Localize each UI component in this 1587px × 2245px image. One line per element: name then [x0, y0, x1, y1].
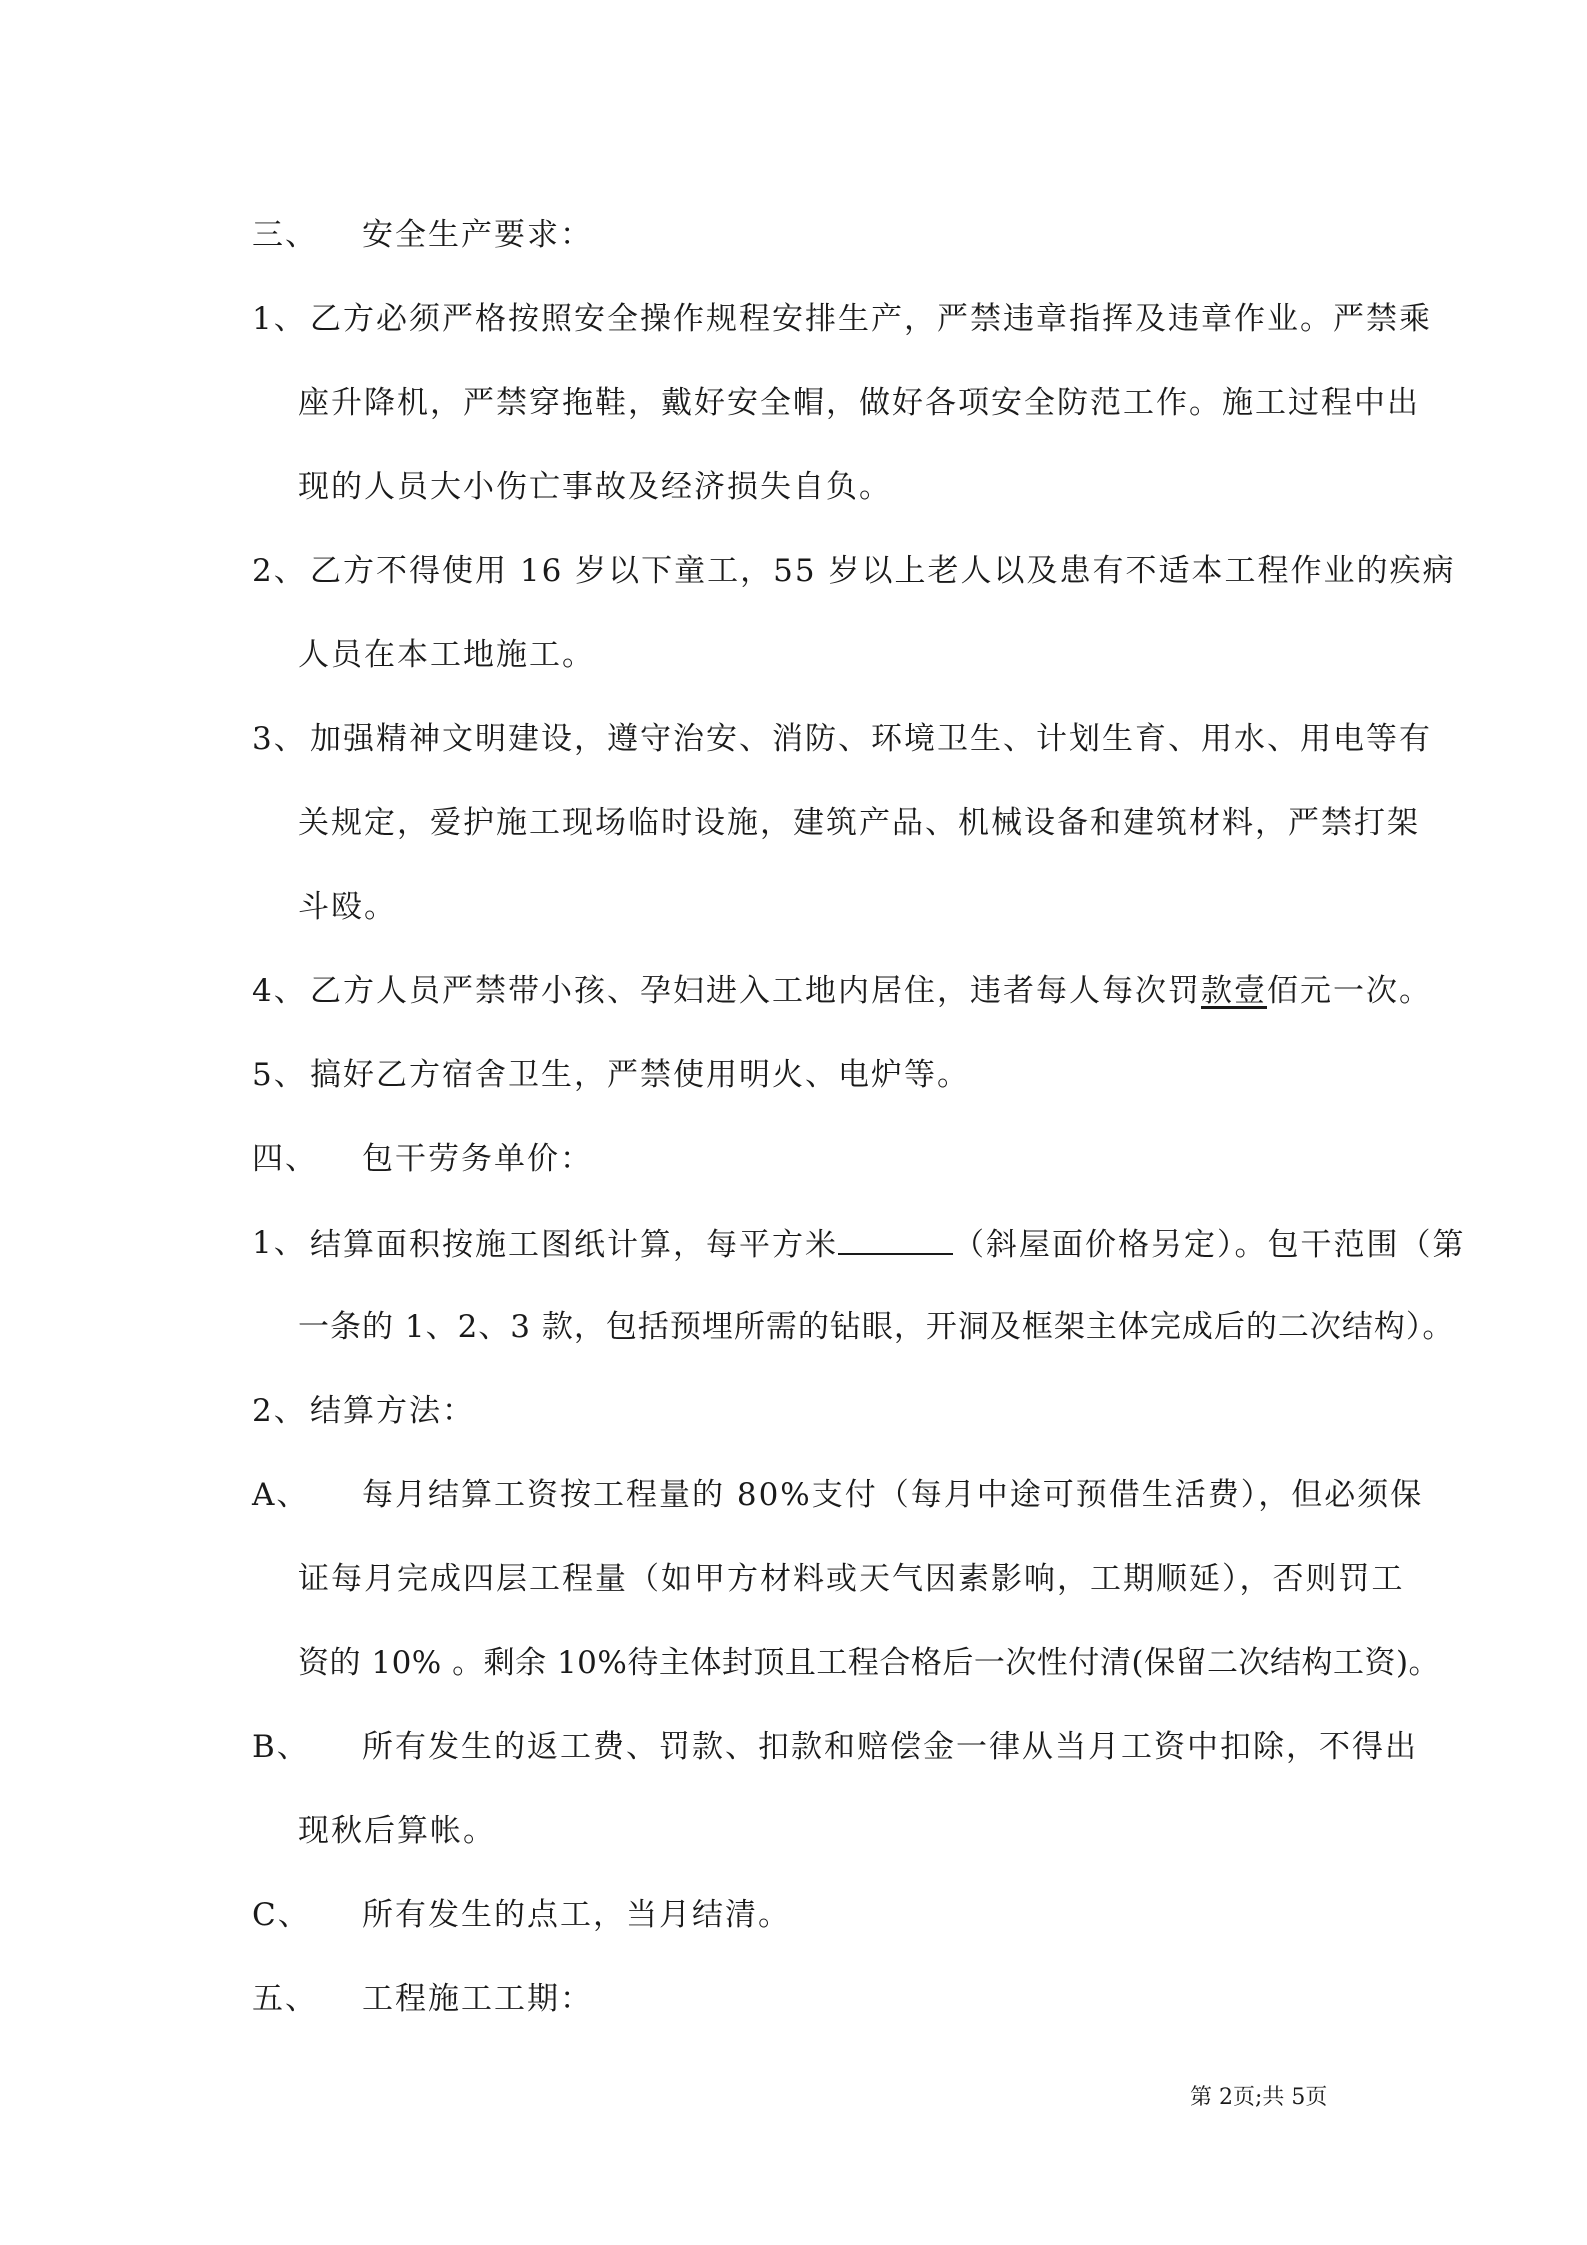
section-3-number: 三、 — [252, 217, 318, 253]
item-a-line-1: 每月结算工资按工程量的 80%支付（每月中途可预借生活费），但必须保 — [362, 1477, 1424, 1513]
item-b-line-2: 现秋后算帐。 — [298, 1813, 496, 1849]
item-c-number: C、 — [252, 1897, 311, 1933]
item-a-line-2: 证每月完成四层工程量（如甲方材料或天气因素影响，工期顺延），否则罚工 — [298, 1561, 1405, 1597]
item-3-1-line-2: 座升降机，严禁穿拖鞋，戴好安全帽，做好各项安全防范工作。施工过程中出 — [298, 385, 1420, 421]
section-5-number: 五、 — [252, 1981, 318, 2017]
item-3-4-text: 乙方人员严禁带小孩、孕妇进入工地内居住，违者每人每次罚 — [310, 973, 1201, 1009]
item-a-number: A、 — [252, 1477, 310, 1513]
item-4-2-number: 2、 — [252, 1393, 307, 1429]
fine-amount-underlined: 款壹 — [1201, 973, 1267, 1009]
item-3-3-line-3: 斗殴。 — [298, 889, 397, 925]
item-4-1-line-2: 一条的 1、2、3 款，包括预埋所需的钻眼，开洞及框架主体完成后的二次结构）。 — [298, 1309, 1455, 1345]
item-3-1-line-3: 现的人员大小伤亡事故及经济损失自负。 — [298, 469, 892, 505]
item-4-2-line-1: 结算方法： — [310, 1393, 475, 1429]
page-number-footer: 第 2页;共 5页 — [1190, 2085, 1328, 2110]
price-blank-field — [838, 1223, 953, 1255]
item-3-3-number: 3、 — [252, 721, 307, 757]
item-4-1-number: 1、 — [252, 1225, 307, 1261]
item-3-5-number: 5、 — [252, 1057, 307, 1093]
item-3-1-number: 1、 — [252, 301, 307, 337]
item-3-4-number: 4、 — [252, 973, 307, 1009]
section-3-title: 安全生产要求： — [362, 217, 593, 253]
item-3-4-line-1 — [310, 971, 1432, 1011]
item-b-number: B、 — [252, 1729, 310, 1765]
item-3-2-line-2: 人员在本工地施工。 — [298, 637, 595, 673]
item-4-1-text-end: （斜屋面价格另定）。包干范围（第 — [953, 1227, 1466, 1263]
item-3-5-line-1: 搞好乙方宿舍卫生，严禁使用明火、电炉等。 — [310, 1057, 970, 1093]
item-b-line-1: 所有发生的返工费、罚款、扣款和赔偿金一律从当月工资中扣除，不得出 — [362, 1729, 1418, 1765]
item-3-3-line-2: 关规定，爱护施工现场临时设施，建筑产品、机械设备和建筑材料，严禁打架 — [298, 805, 1420, 841]
item-3-4-text-end: 佰元一次。 — [1267, 973, 1432, 1009]
item-3-1-line-1: 乙方必须严格按照安全操作规程安排生产，严禁违章指挥及违章作业。严禁乘 — [310, 301, 1432, 337]
item-a-line-3: 资的 10% 。剩余 10%待主体封顶且工程合格后一次性付清(保留二次结构工资)。 — [298, 1645, 1441, 1681]
section-4-number: 四、 — [252, 1141, 318, 1177]
item-4-1-line-1 — [310, 1223, 1466, 1265]
item-3-2-number: 2、 — [252, 553, 307, 589]
section-4-title: 包干劳务单价： — [362, 1141, 593, 1177]
section-5-title: 工程施工工期： — [362, 1981, 593, 2017]
item-3-2-line-1: 乙方不得使用 16 岁以下童工，55 岁以上老人以及患有不适本工程作业的疾病 — [310, 553, 1456, 589]
item-3-3-line-1: 加强精神文明建设，遵守治安、消防、环境卫生、计划生育、用水、用电等有 — [310, 721, 1432, 757]
item-c-line-1: 所有发生的点工，当月结清。 — [362, 1897, 791, 1933]
item-4-1-text: 结算面积按施工图纸计算，每平方米 — [310, 1227, 838, 1263]
